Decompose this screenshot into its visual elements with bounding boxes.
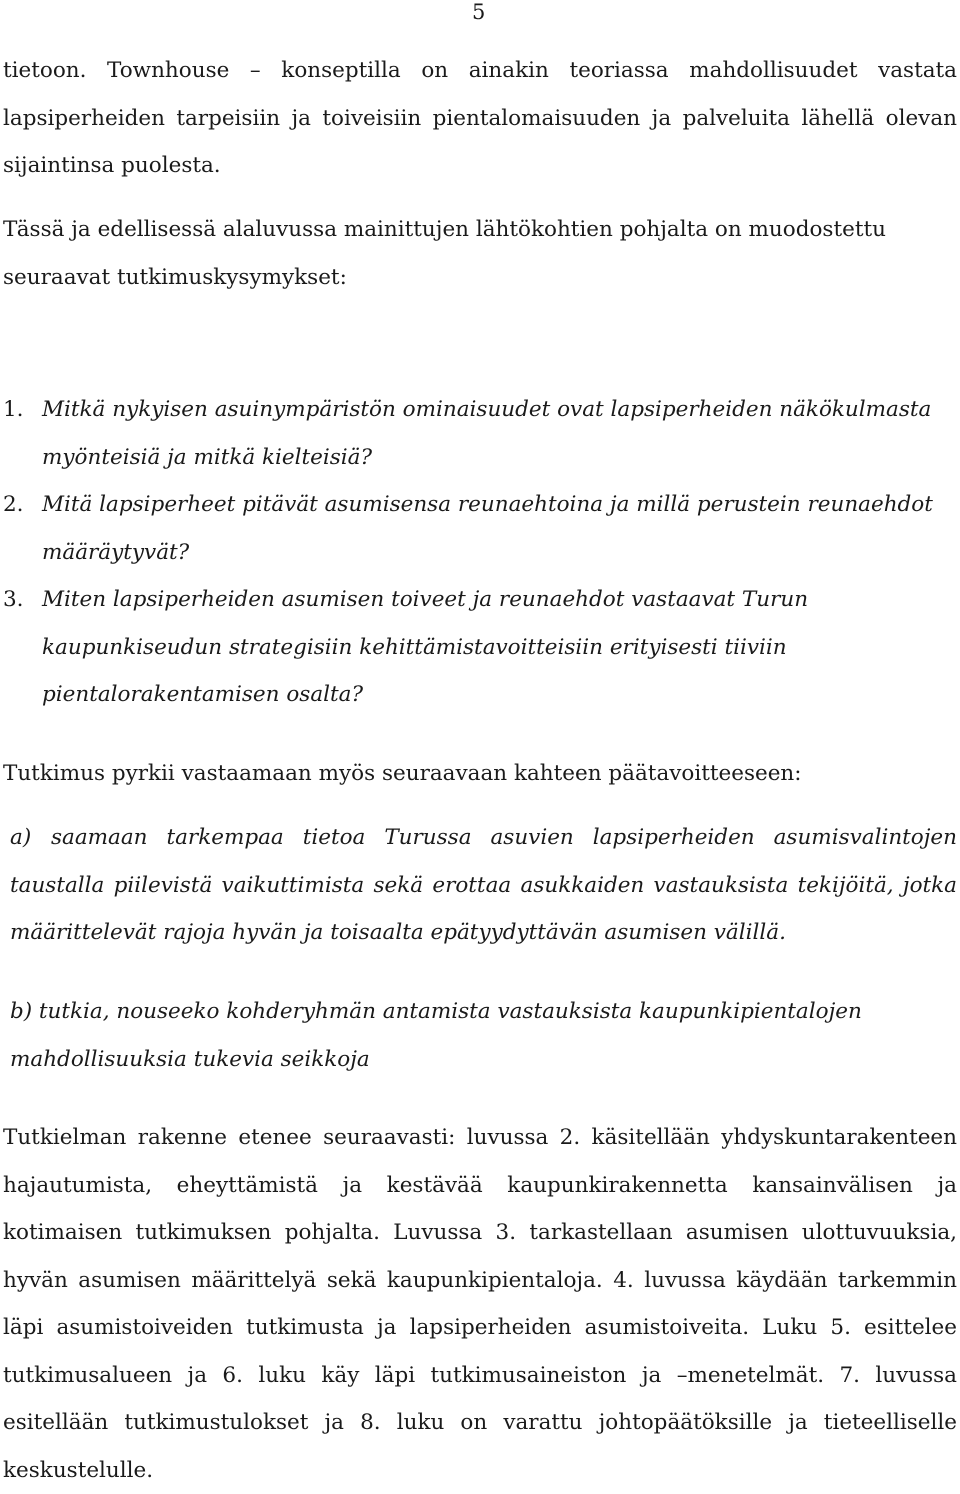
goals-intro: Tutkimus pyrkii vastaamaan myös seuraavaan kahteen päätavoitteeseen: [3,761,802,786]
question-number: 2. [3,492,24,517]
research-question-1 [3,386,957,481]
research-questions-lead-in: Tässä ja edellisessä alaluvussa mainittujen lähtökohtien pohjalta on muodostettu seuraavat tutkimuskysymykset: [3,217,886,290]
question-number: 1. [3,397,24,422]
research-question-3 [3,576,957,719]
structure-paragraph: Tutkielman rakenne etenee seuraavasti: luvussa 2. käsitellään yhdyskuntarakenteen hajautumista, eheyttämistä ja kestävää kaupunkirakennetta kansainvälisen ja kotimaisen tutkimuksen pohjalta. Luvussa 3. tarkastellaan asumisen ulottuvuuksia, hyvän asumisen määrittelyä sekä kaupunkipientaloja. 4. luvussa käydään tarkemmin läpi asumistoiveiden tutkimusta ja lapsiperheiden asumistoiveita. Luku 5. esittelee tutkimusalueen ja 6. luku käy läpi tutkimusaineiston ja –menetelmät. 7. luvussa esitellään tutkimustulokset ja 8. luku on varattu johtopäätöksille ja tieteelliselle keskustelulle. [3,1125,957,1483]
question-text: Miten lapsiperheiden asumisen toiveet ja reunaehdot vastaavat Turun kaupunkiseudun strategisiin kehittämistavoitteisiin erityisesti tiiviin pientalorakentamisen osalta? [42,587,809,707]
goal-marker: a) [10,825,32,850]
research-question-2 [3,481,957,576]
page-number: 5 [472,0,486,24]
goal-a [10,814,957,957]
goal-b [10,988,957,1083]
goal-marker: b) [10,999,33,1024]
intro-paragraph: tietoon. Townhouse – konseptilla on ainakin teoriassa mahdollisuudet vastata lapsiperheiden tarpeisiin ja toiveisiin pientalomaisuuden ja palveluita lähellä olevan sijaintinsa puolesta. [3,58,957,178]
question-text: Mitkä nykyisen asuinympäristön ominaisuudet ovat lapsiperheiden näkökulmasta myönteisiä ja mitkä kielteisiä? [42,397,932,470]
research-questions-list [3,386,957,719]
question-text: Mitä lapsiperheet pitävät asumisensa reunaehtoina ja millä perustein reunaehdot määräytyvät? [42,492,933,565]
question-number: 3. [3,587,24,612]
goal-text: saamaan tarkempaa tietoa Turussa asuvien lapsiperheiden asumisvalintojen taustalla piilevistä vaikuttimista sekä erottaa asukkaiden vastauksista tekijöitä, jotka määrittelevät rajoja hyvän ja toisaalta epätyydyttävän asumisen välillä. [10,825,957,945]
goal-text: tutkia, nouseeko kohderyhmän antamista vastauksista kaupunkipientalojen mahdollisuuksia tukevia seikkoja [10,999,862,1072]
